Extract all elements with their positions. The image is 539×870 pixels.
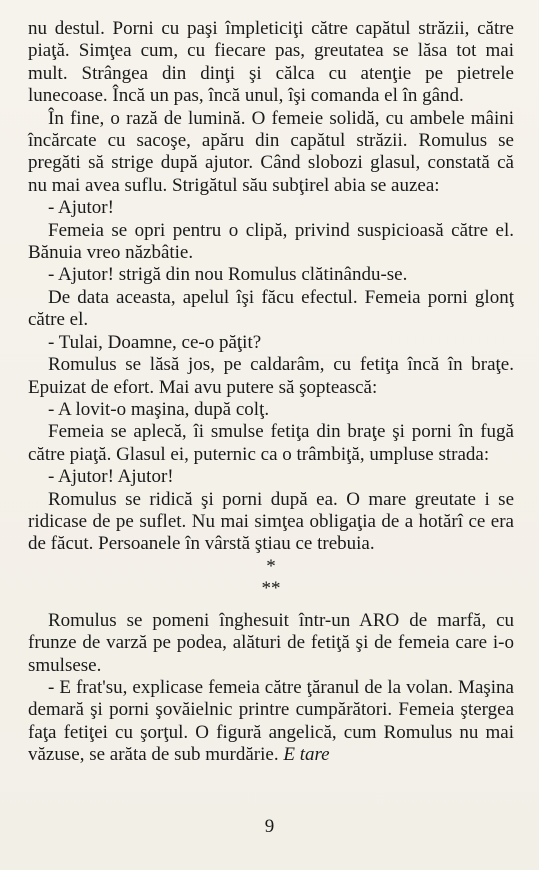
paragraph: nu destul. Porni cu paşi împleticiţi către capătul străzii, către piaţă. Simţea cum, cu fiecare pas, greutatea se lăsa tot mai mult. Strângea din dinţi şi călca cu atenţie pe pietrele lunecoase. Încă un pas, încă unul, îşi comanda el în gând. xyxy=(28,18,514,107)
paragraph: Romulus se pomeni înghesuit într-un ARO de marfă, cu frunze de varză pe podea, alături de fetiţă şi de femeia care i-o smulsese. xyxy=(28,609,514,676)
paragraph: Romulus se lăsă jos, pe caldarâm, cu fetiţa încă în braţe. Epuizat de efort. Mai avu putere să şoptească: xyxy=(28,354,514,398)
paragraph xyxy=(28,677,514,767)
dialog-line: - Ajutor! Ajutor! xyxy=(48,466,174,488)
dialog-line: - Ajutor! xyxy=(48,197,114,219)
paragraph: În fine, o rază de lumină. O femeie solidă, cu ambele mâini încărcate cu sacoşe, apăru din capătul străzii. Romulus se pregăti să strige după ajutor. Când slobozi glasul, constată că nu mai avea suflu. Strigătul său subţirel abia se auzea: xyxy=(28,107,514,196)
paragraph: Femeia se opri pentru o clipă, privind suspicioasă către el. Bănuia vreo năzbâtie. xyxy=(28,219,514,264)
section-separator-star: * xyxy=(266,555,276,577)
paragraph: Femeia se aplecă, îi smulse fetiţa din braţe şi porni în fugă către piaţă. Glasul ei, puternic ca o trâmbiţă, umpluse strada: xyxy=(28,421,514,465)
dialog-line: - Ajutor! strigă din nou Romulus clătinându-se. xyxy=(48,264,408,286)
paragraph: Romulus se ridică şi porni după ea. O mare greutate i se ridicase de pe suflet. Nu mai simţea obligaţia de a hotărî ce era de făcut. Persoanele în vârstă ştiau ce trebuia. xyxy=(28,488,514,555)
body-text xyxy=(28,18,514,767)
paragraph: De data aceasta, apelul îşi făcu efectul. Femeia porni glonţ către el. xyxy=(28,286,514,331)
dialog-line: - A lovit-o maşina, după colţ. xyxy=(48,398,270,420)
italic-text: E tare xyxy=(283,744,330,766)
page-number: 9 xyxy=(264,816,275,837)
section-separator-stars: ** xyxy=(261,577,281,599)
dialog-line: - Tulai, Doamne, ce-o păţit? xyxy=(48,331,262,353)
paragraph-text: - E frat'su, explicase femeia către ţăranul de la volan. Maşina demară şi porni şovăielnic printre cumpărători. Femeia ştergea faţa fetiţei cu şorţul. O figură angelică, cum Romulus nu mai văzuse, se arăta de sub murdărie. xyxy=(28,676,514,766)
